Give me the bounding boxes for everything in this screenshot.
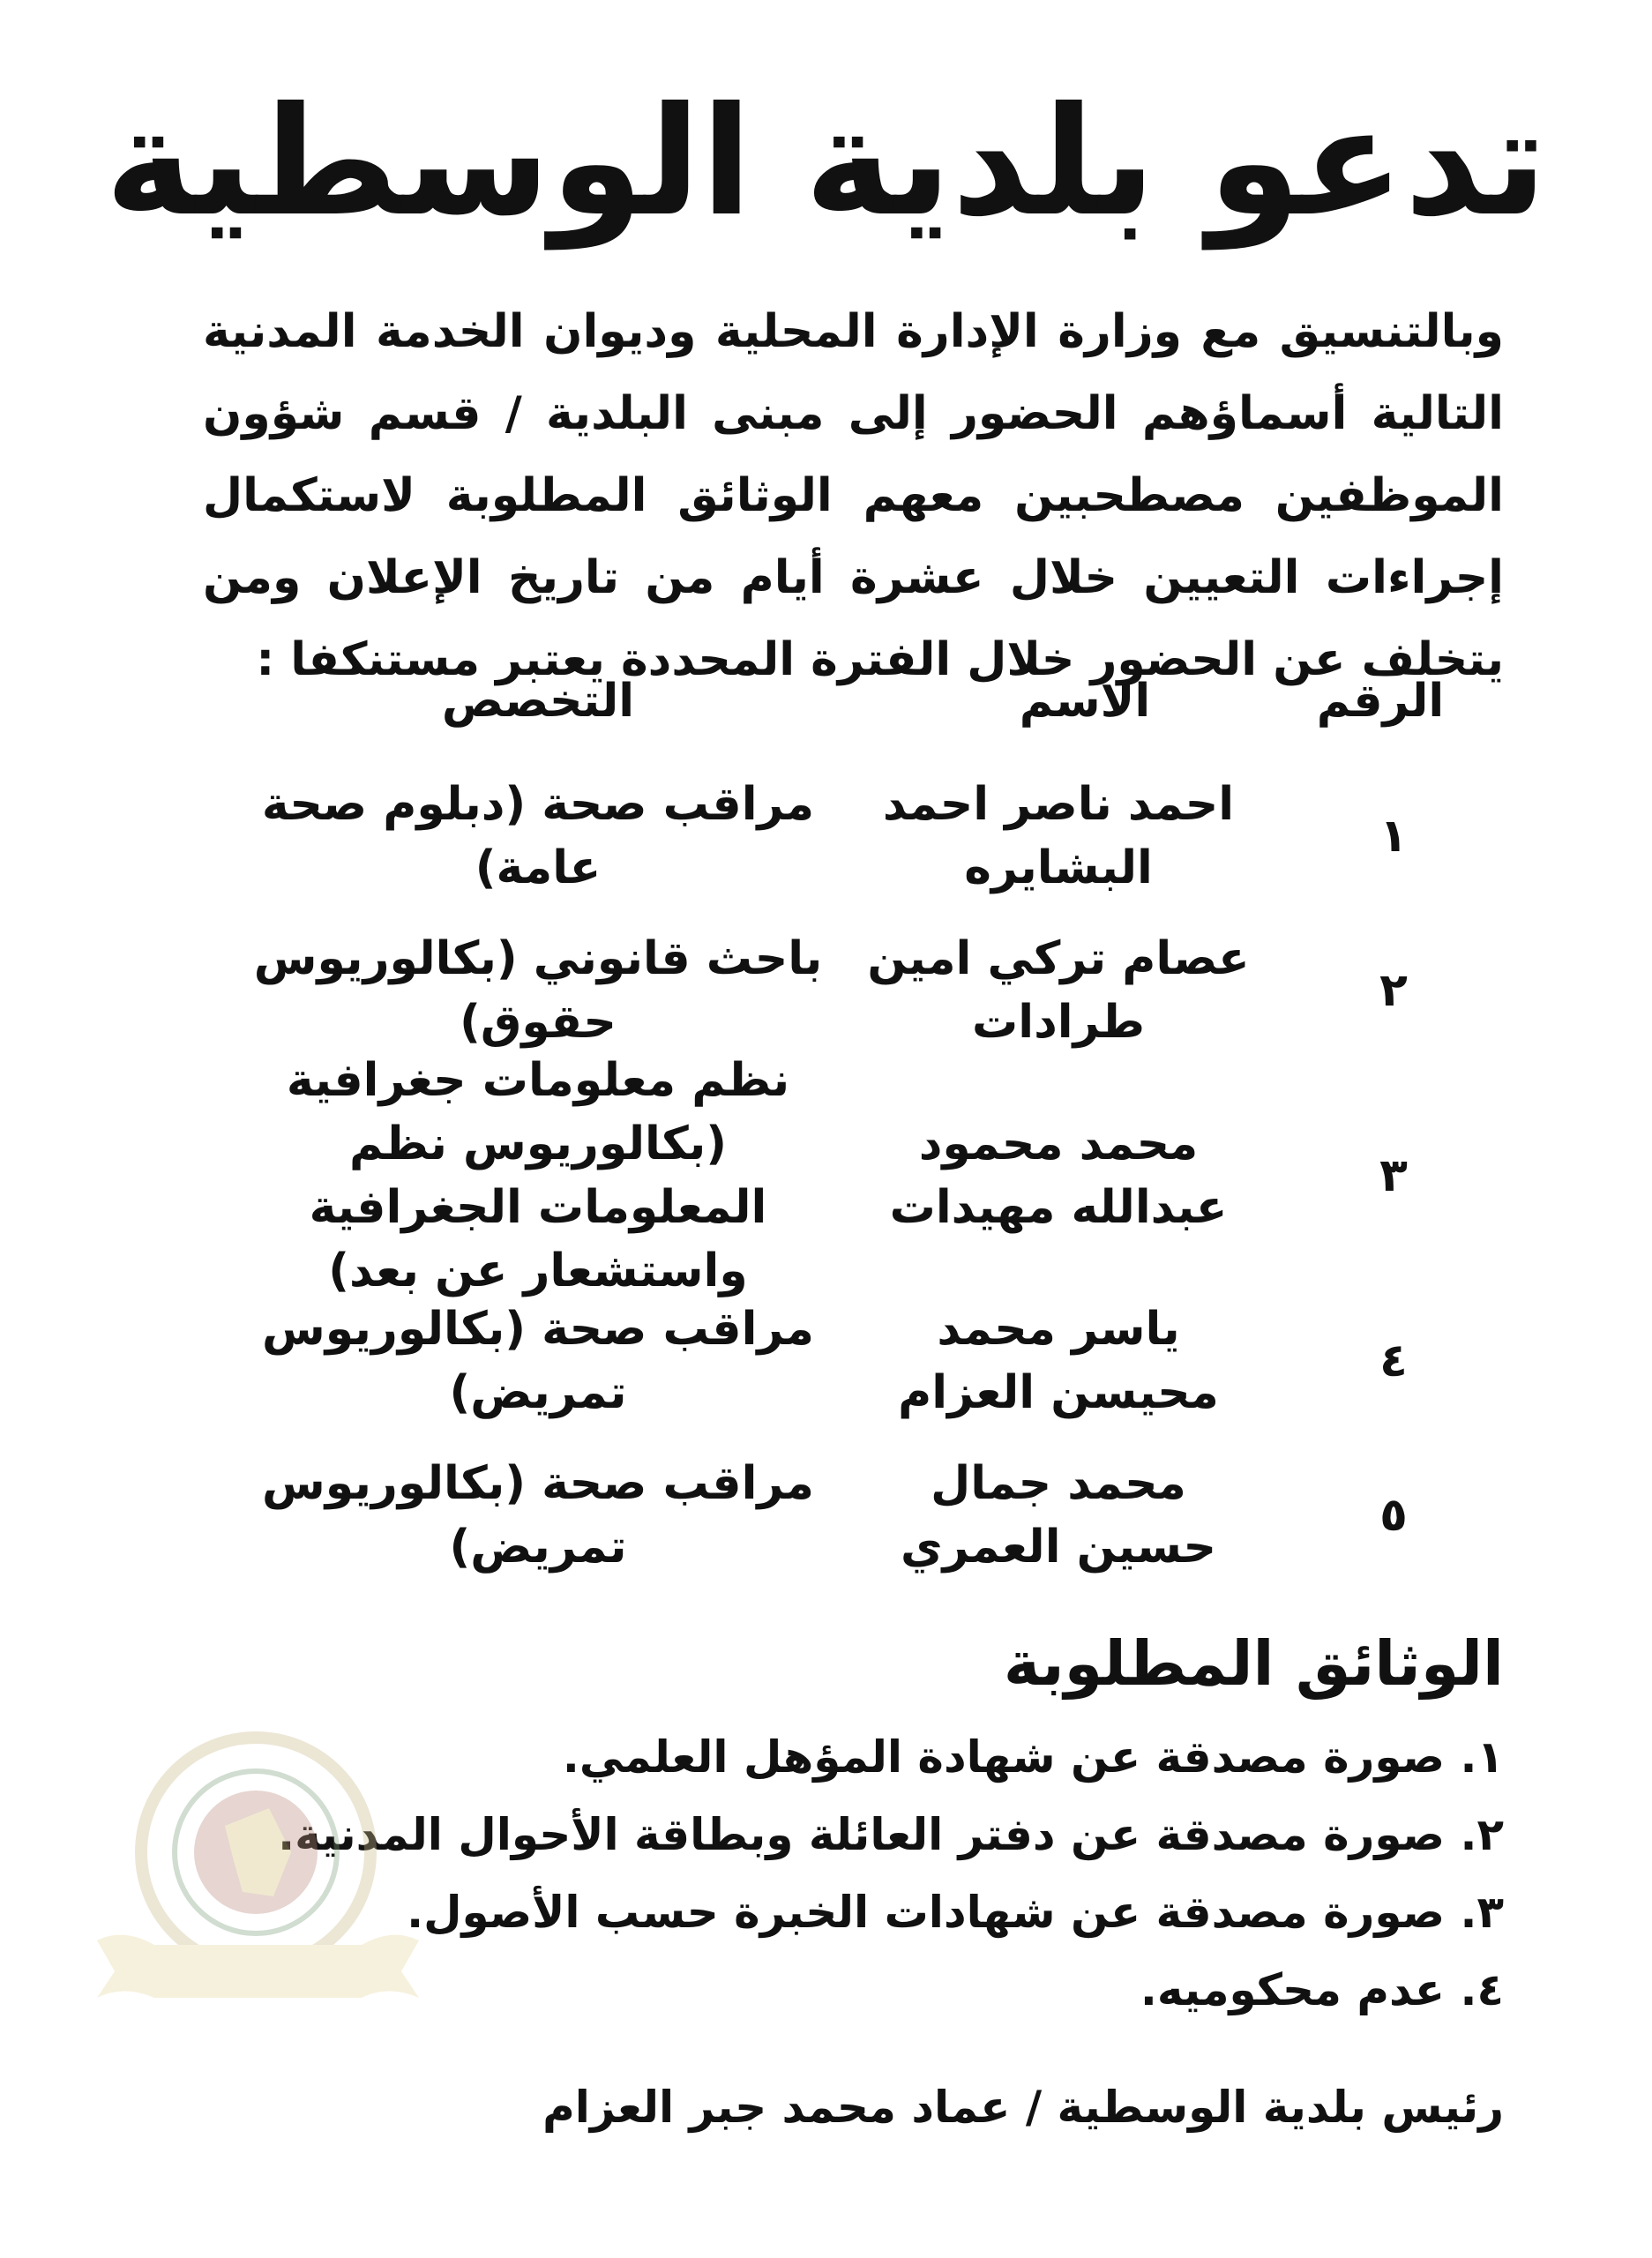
table-row [0, 1438, 1652, 1592]
row-specialization: مراقب صحة (بكالوريوس تمريض) [262, 1302, 814, 1419]
row-number: ٤ [1379, 1334, 1408, 1387]
row-name: عصام تركي امين طرادات [867, 931, 1250, 1049]
row-number: ٣ [1379, 1148, 1408, 1202]
table-row [0, 759, 1652, 913]
row-number: ٥ [1379, 1488, 1408, 1542]
table-row [0, 1283, 1652, 1438]
table-row [0, 913, 1652, 1067]
civil-service-seal [71, 1720, 441, 2029]
row-name: ياسر محمد محيسن العزام [898, 1302, 1219, 1419]
row-specialization: باحث قانوني (بكالوريوس حقوق) [253, 931, 823, 1049]
document-item: ١. صورة مصدقة عن شهادة المؤهل العلمي. [562, 1731, 1504, 1783]
header-name: الاسم [1019, 675, 1151, 728]
document-item: ٣. صورة مصدقة عن شهادات الخبرة حسب الأصول. [407, 1887, 1504, 1938]
table-row [0, 1053, 1652, 1297]
document-item: ٢. صورة مصدقة عن دفتر العائلة وبطاقة الأحوال المدنية. [278, 1809, 1504, 1860]
candidates-table [0, 759, 1652, 1592]
documents-title: الوثائق المطلوبة [1003, 1627, 1504, 1700]
header-number: الرقم [1316, 675, 1445, 728]
row-specialization: مراقب صحة (بكالوريوس تمريض) [262, 1456, 814, 1574]
row-name: محمد محمود عبدالله مهيدات [889, 1117, 1228, 1234]
row-specialization: مراقب صحة (دبلوم صحة عامة) [261, 777, 815, 894]
page-title: تدعو بلدية الوسطية [104, 75, 1548, 250]
seal-icon [71, 1720, 441, 2029]
document-item: ٤. عدم محكوميه. [1140, 1964, 1504, 2015]
header-specialization: التخصص [441, 675, 635, 728]
row-name: احمد ناصر احمد البشايره [882, 777, 1235, 894]
intro-paragraph: وبالتنسيق مع وزارة الإدارة المحلية وديوان الخدمة المدنية التالية أسماؤهم الحضور إلى مبنى البلدية / قسم شؤون الموظفين مصطحبين معهم الوثائق المطلوبة لاستكمال إجراءات التعيين خلال عشرة أيام من تاريخ الإعلان ومن يتخلف عن الحضور خلال الفترة المحددة يعتبر مستنكفا : [203, 305, 1504, 686]
row-number: ١ [1379, 809, 1408, 863]
row-number: ٢ [1379, 963, 1408, 1017]
row-specialization: نظم معلومات جغرافية (بكالوريوس نظم المعلومات الجغرافية واستشعار عن بعد) [286, 1053, 790, 1297]
row-name: محمد جمال حسين العمري [900, 1456, 1217, 1574]
signature-line: رئيس بلدية الوسطية / عماد محمد جبر العزام [542, 2082, 1504, 2133]
